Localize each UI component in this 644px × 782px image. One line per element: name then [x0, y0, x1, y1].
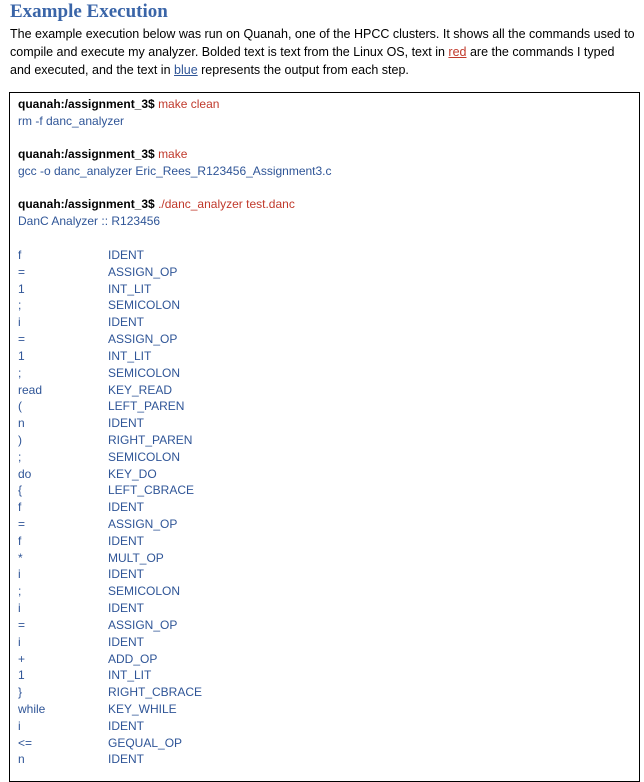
shell-prompt: quanah:/assignment_3$: [18, 147, 155, 161]
token-name: SEMICOLON: [108, 449, 181, 464]
intro-text-3: represents the output from each step.: [197, 63, 409, 77]
token-lexeme: =: [18, 264, 26, 279]
token-name: ASSIGN_OP: [108, 332, 178, 347]
token-lexeme: i: [18, 718, 21, 733]
token-name: RIGHT_PAREN: [108, 432, 193, 447]
token-row: [18, 651, 308, 668]
token-row: [18, 365, 308, 382]
token-lexeme: n: [18, 416, 25, 431]
token-row: [18, 398, 308, 415]
token-lexeme: 1: [18, 281, 25, 296]
token-lexeme: f: [18, 500, 22, 515]
shell-prompt: quanah:/assignment_3$: [18, 97, 155, 111]
terminal-step: [18, 146, 332, 180]
intro-red-word: red: [448, 45, 467, 59]
token-lexeme: ;: [18, 449, 22, 464]
token-name: KEY_DO: [108, 466, 157, 481]
token-lexeme: <=: [18, 735, 33, 750]
command-line: [18, 96, 219, 113]
token-lexeme: 1: [18, 668, 25, 683]
token-row: [18, 264, 308, 281]
token-lexeme: n: [18, 752, 25, 767]
terminal-step: [18, 196, 295, 230]
typed-command: make clean: [158, 97, 220, 111]
token-row: [18, 348, 308, 365]
token-name: INT_LIT: [108, 668, 152, 683]
token-row: [18, 701, 308, 718]
token-lexeme: while: [18, 701, 46, 716]
command-line: [18, 196, 295, 213]
token-row: [18, 482, 308, 499]
intro-blue-word: blue: [174, 63, 198, 77]
token-row: [18, 516, 308, 533]
token-row: [18, 550, 308, 567]
token-name: IDENT: [108, 601, 144, 616]
token-lexeme: i: [18, 315, 21, 330]
token-lexeme: i: [18, 601, 21, 616]
token-lexeme: i: [18, 634, 21, 649]
token-lexeme: ;: [18, 584, 22, 599]
token-row: [18, 382, 308, 399]
token-name: LEFT_CBRACE: [108, 483, 195, 498]
token-lexeme: read: [18, 382, 43, 397]
token-lexeme: ): [18, 432, 22, 447]
typed-command: make: [158, 147, 188, 161]
token-row: [18, 432, 308, 449]
token-lexeme: do: [18, 466, 32, 481]
token-name: SEMICOLON: [108, 298, 181, 313]
section-heading: Example Execution: [10, 1, 168, 22]
token-row: [18, 415, 308, 432]
token-lexeme: i: [18, 567, 21, 582]
token-name: RIGHT_CBRACE: [108, 685, 203, 700]
token-lexeme: {: [18, 483, 23, 498]
token-name: IDENT: [108, 533, 144, 548]
token-row: [18, 735, 308, 752]
token-row: [18, 667, 308, 684]
token-output-list: [18, 247, 308, 768]
token-name: ASSIGN_OP: [108, 517, 178, 531]
token-row: [18, 314, 308, 331]
token-row: [18, 617, 308, 634]
token-row: [18, 331, 308, 348]
token-name: LEFT_PAREN: [108, 399, 185, 414]
token-lexeme: f: [18, 248, 22, 262]
token-name: MULT_OP: [108, 550, 164, 565]
token-name: INT_LIT: [108, 281, 152, 296]
token-row: [18, 634, 308, 651]
terminal-output-box: [9, 92, 640, 782]
intro-text-2: are the commands I typed and executed, and the text in: [10, 45, 615, 77]
token-lexeme: 1: [18, 348, 25, 363]
token-lexeme: (: [18, 399, 22, 414]
token-lexeme: =: [18, 617, 26, 632]
token-lexeme: =: [18, 332, 26, 347]
token-lexeme: *: [18, 550, 23, 565]
token-name: IDENT: [108, 248, 144, 262]
token-lexeme: f: [18, 533, 22, 548]
token-row: [18, 247, 308, 264]
token-name: IDENT: [108, 567, 144, 582]
token-name: IDENT: [108, 315, 144, 330]
token-row: [18, 751, 308, 768]
token-lexeme: =: [18, 517, 26, 531]
token-name: ADD_OP: [108, 651, 158, 666]
token-name: ASSIGN_OP: [108, 264, 178, 279]
token-name: SEMICOLON: [108, 365, 181, 380]
command-output: DanC Analyzer :: R123456: [18, 214, 161, 228]
intro-paragraph: [10, 25, 635, 79]
token-name: SEMICOLON: [108, 584, 181, 599]
token-lexeme: ;: [18, 298, 22, 313]
command-line: [18, 146, 332, 163]
token-name: KEY_WHILE: [108, 701, 177, 716]
token-row: [18, 533, 308, 550]
token-lexeme: }: [18, 685, 23, 700]
token-name: IDENT: [108, 752, 144, 767]
token-row: [18, 566, 308, 583]
token-row: [18, 281, 308, 298]
token-name: IDENT: [108, 416, 144, 431]
token-name: KEY_READ: [108, 382, 173, 397]
token-name: INT_LIT: [108, 348, 152, 363]
terminal-step: [18, 96, 219, 130]
token-name: IDENT: [108, 718, 144, 733]
shell-prompt: quanah:/assignment_3$: [18, 197, 155, 211]
token-name: IDENT: [108, 634, 144, 649]
token-row: [18, 449, 308, 466]
token-row: [18, 684, 308, 701]
intro-text-1: The example execution below was run on Quanah, one of the HPCC clusters. It shows all the commands used to compile and execute my analyzer. Bolded text is text from the Linux OS, text in: [10, 27, 635, 59]
token-row: [18, 297, 308, 314]
token-lexeme: +: [18, 651, 26, 666]
token-row: [18, 466, 308, 483]
token-lexeme: ;: [18, 365, 22, 380]
token-row: [18, 583, 308, 600]
typed-command: ./danc_analyzer test.danc: [158, 197, 295, 211]
command-output: rm -f danc_analyzer: [18, 114, 125, 128]
command-output: gcc -o danc_analyzer Eric_Rees_R123456_Assignment3.c: [18, 164, 332, 178]
token-row: [18, 499, 308, 516]
token-name: ASSIGN_OP: [108, 617, 178, 632]
token-row: [18, 718, 308, 735]
token-name: IDENT: [108, 500, 144, 515]
token-row: [18, 600, 308, 617]
token-name: GEQUAL_OP: [108, 735, 183, 750]
